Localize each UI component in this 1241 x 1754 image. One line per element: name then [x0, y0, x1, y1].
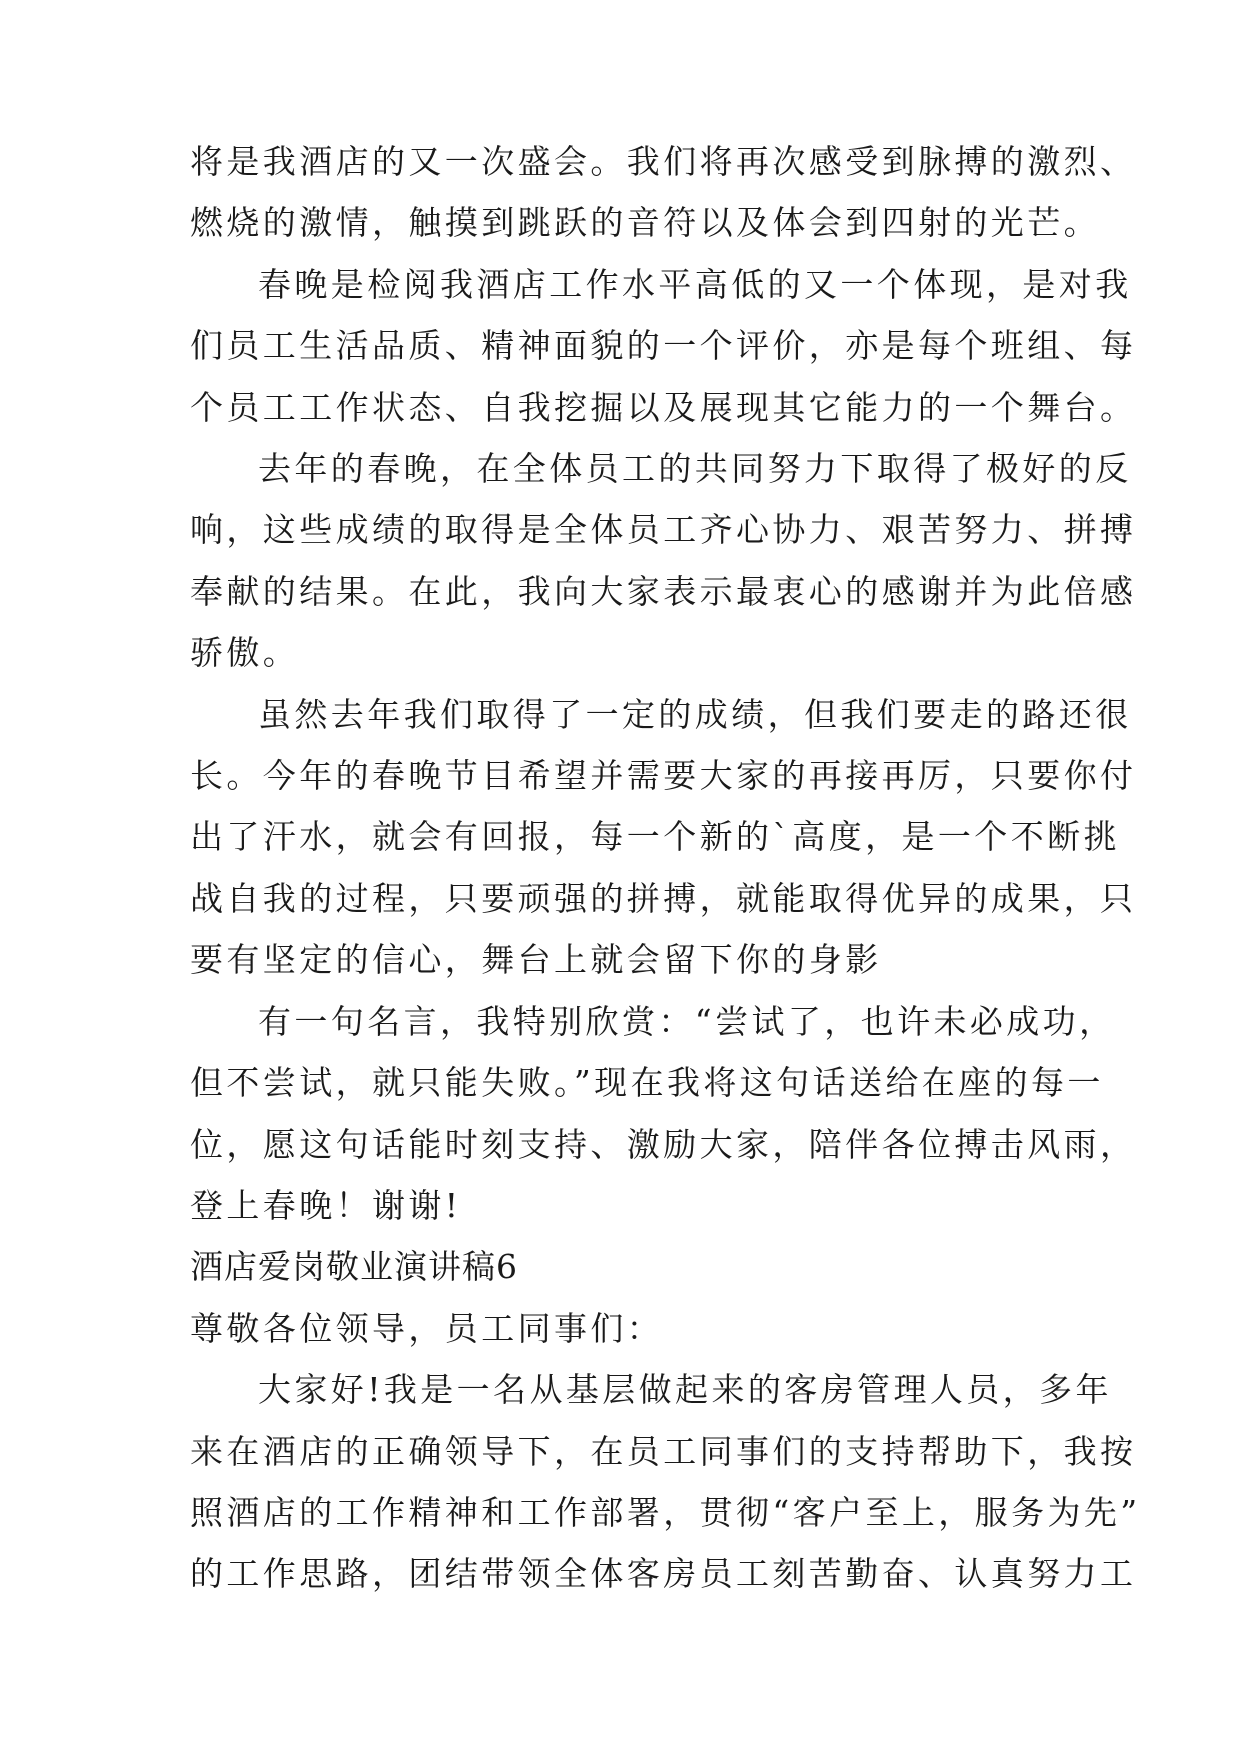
- text-line: 登上春晚！谢谢!: [190, 1185, 462, 1225]
- text-line: 照酒店的工作精神和工作部署，贯彻“客户至上，服务为先”: [190, 1492, 1141, 1532]
- text-line: 出了汗水，就会有回报，每一个新的`高度，是一个不断挑: [190, 817, 1120, 857]
- text-line: 个员工工作状态、自我挖掘以及展现其它能力的一个舞台。: [190, 387, 1137, 427]
- text-line: 要有坚定的信心，舞台上就会留下你的身影: [190, 940, 882, 980]
- text-line: 们员工生活品质、精神面貌的一个评价，亦是每个班组、每: [190, 326, 1137, 366]
- text-line: 将是我酒店的又一次盛会。我们将再次感受到脉搏的激烈、: [190, 142, 1137, 181]
- text-line: 大家好!我是一名从基层做起来的客房管理人员，多年: [258, 1370, 1112, 1410]
- text-line: 奉献的结果。在此，我向大家表示最衷心的感谢并为此倍感: [190, 571, 1137, 611]
- text-line: 战自我的过程，只要顽强的拼搏，就能取得优异的成果，只: [190, 878, 1137, 918]
- text-line: 位，愿这句话能时刻支持、激励大家，陪伴各位搏击风雨，: [190, 1124, 1137, 1164]
- text-line: 但不尝试，就只能失败。”现在我将这句话送给在座的每一: [190, 1063, 1104, 1103]
- section-heading: 酒店爱岗敬业演讲稿6: [190, 1247, 518, 1287]
- text-line: 春晚是检阅我酒店工作水平高低的又一个体现，是对我: [258, 264, 1132, 304]
- text-line: 的工作思路，团结带领全体客房员工刻苦勤奋、认真努力工: [190, 1554, 1137, 1594]
- text-line: 有一句名言，我特别欣赏：“尝试了，也许未必成功，: [258, 1001, 1116, 1041]
- text-line: 去年的春晚，在全体员工的共同努力下取得了极好的反: [258, 449, 1132, 489]
- text-line: 响，这些成绩的取得是全体员工齐心协力、艰苦努力、拼搏: [190, 510, 1137, 550]
- text-line: 来在酒店的正确领导下，在员工同事们的支持帮助下，我按: [190, 1431, 1137, 1471]
- text-line: 尊敬各位领导，员工同事们：: [190, 1308, 664, 1348]
- text-line: 骄傲。: [190, 633, 300, 673]
- text-line: 燃烧的激情，触摸到跳跃的音符以及体会到四射的光芒。: [190, 203, 1100, 243]
- text-line: 虽然去年我们取得了一定的成绩，但我们要走的路还很: [258, 694, 1132, 734]
- document-body: [190, 131, 1141, 1605]
- text-line: 长。今年的春晚节目希望并需要大家的再接再厉，只要你付: [190, 756, 1137, 796]
